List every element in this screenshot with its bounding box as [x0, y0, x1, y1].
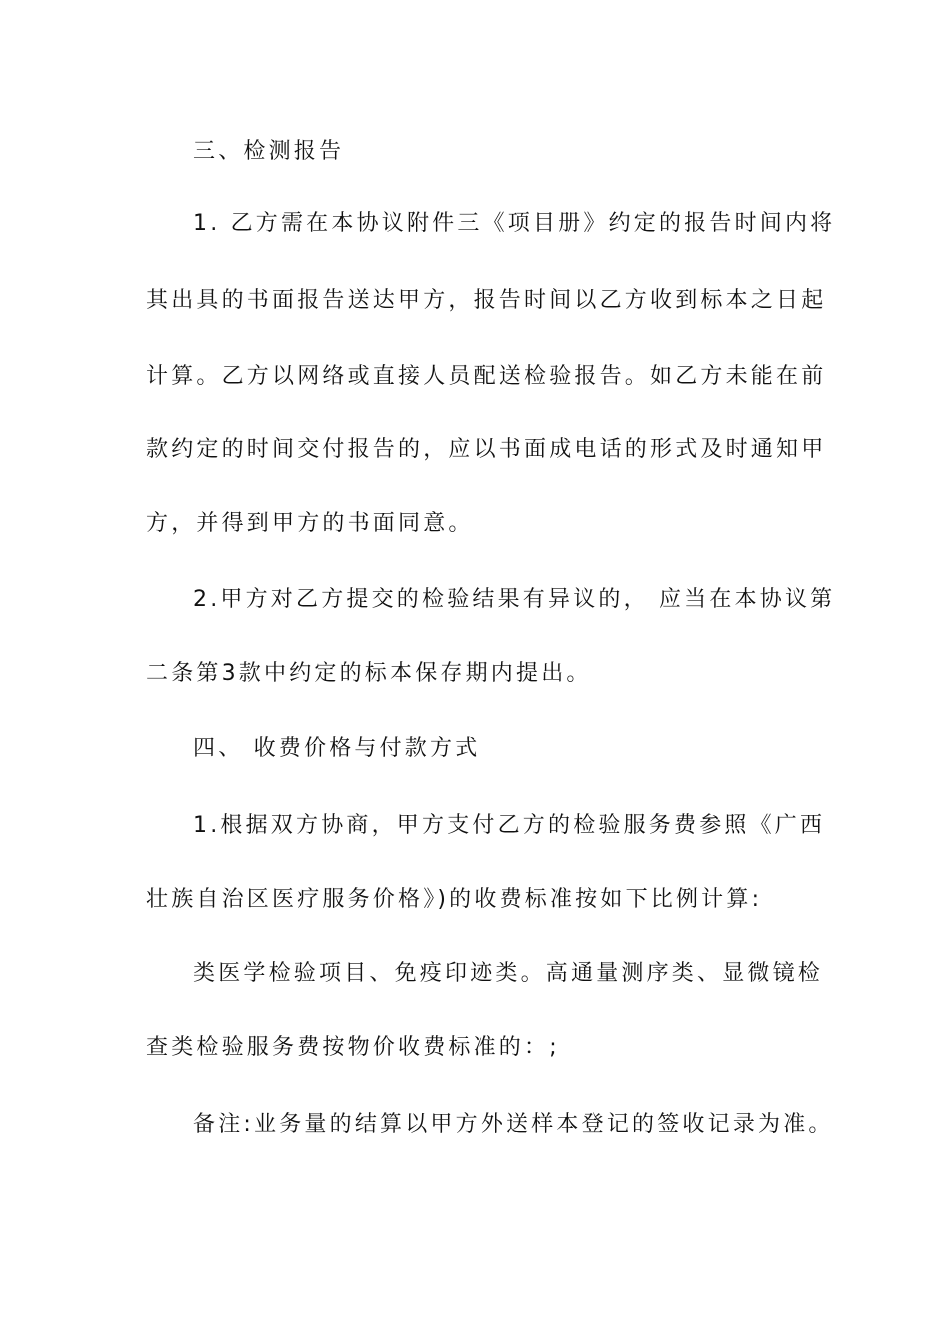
paragraph-line: 壮族自治区医疗服务价格》)的收费标准按如下比例计算: — [146, 887, 763, 912]
remark-line: 备注:业务量的结算以甲方外送样本登记的签收记录为准。 — [193, 1112, 834, 1137]
paragraph-line: 二条第3款中约定的标本保存期内提出。 — [146, 661, 592, 686]
paragraph-line: 类医学检验项目、免疫印迹类。高通量测序类、显微镜检 — [193, 961, 824, 986]
paragraph-line: 查类检验服务费按物价收费标准的：; — [146, 1035, 560, 1060]
paragraph-line: 计算。乙方以网络或直接人员配送检验报告。如乙方未能在前 — [146, 364, 827, 389]
paragraph-line: 2.甲方对乙方提交的检验结果有异议的， 应当在本协议第 — [193, 587, 836, 612]
paragraph-line: 1.根据双方协商，甲方支付乙方的检验服务费参照《广西 — [193, 813, 826, 838]
paragraph-line: 款约定的时间交付报告的，应以书面成电话的形式及时通知甲 — [146, 437, 827, 462]
section-heading-fees-payment: 四、 收费价格与付款方式 — [193, 736, 481, 761]
paragraph-line: 方，并得到甲方的书面同意。 — [146, 511, 474, 536]
section-heading-testing-report: 三、检测报告 — [193, 139, 345, 164]
paragraph-line: 其出具的书面报告送达甲方，报告时间以乙方收到标本之日起 — [146, 288, 827, 313]
paragraph-line: 1. 乙方需在本协议附件三《项目册》约定的报告时间内将 — [193, 211, 836, 236]
